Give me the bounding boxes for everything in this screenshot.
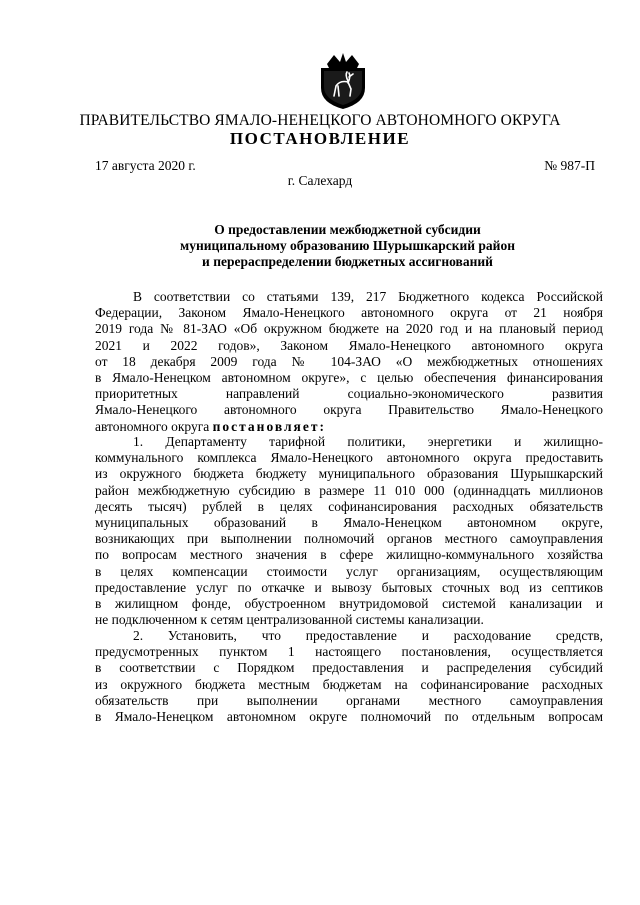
paragraph-1: [95, 434, 603, 628]
preamble: [95, 289, 603, 435]
document-date: 17 августа 2020 г.: [95, 158, 196, 173]
document-title: [95, 222, 600, 270]
text-line: Ямало-Ненецкого автономного округа Правительство Ямало-Ненецкого: [95, 402, 603, 418]
text-line: по вопросам местного значения в сфере жилищно-коммунального хозяйства: [95, 547, 603, 563]
text-line: из окружного бюджета местным бюджетам на софинансирование расходных: [95, 676, 603, 692]
text-line: в соответствии с Порядком предоставления и распределения субсидий: [95, 660, 603, 676]
text-line: в Ямало-Ненецком автономном округе полномочий по отдельным вопросам: [95, 708, 603, 724]
document-number: № 987-П: [544, 158, 595, 173]
text-line: 2019 года № 81-ЗАО «Об окружном бюджете на 2020 год и на плановый период: [95, 321, 603, 337]
text-line: [95, 419, 603, 435]
text-line: коммунального комплекса Ямало-Ненецкого автономного округа предоставить: [95, 450, 603, 466]
text-line: в Ямало-Ненецком автономном округе», с целью обеспечения финансирования: [95, 369, 603, 385]
text-line: предоставление услуг по откачке и вывозу бытовых сточных вод из септиков: [95, 579, 603, 595]
text-line: десять тысяч) рублей в целях софинансирования расходных обязательств: [95, 498, 603, 514]
text-line: не подключенном к сетям централизованной системы канализации.: [95, 612, 484, 628]
text-line: обязательств при выполнении органами местного самоуправления: [95, 692, 603, 708]
text-line: 1. Департаменту тарифной политики, энергетики и жилищно-: [133, 434, 603, 449]
text-line: от 18 декабря 2009 года № 104-ЗАО «О межбюджетных отношениях: [95, 353, 603, 369]
title-line: и перераспределении бюджетных ассигнований: [202, 254, 493, 269]
text-line: 2021 и 2022 годов», Законом Ямало-Ненецкого автономного округа: [95, 337, 603, 353]
document-city: г. Салехард: [287, 173, 353, 188]
government-name: ПРАВИТЕЛЬСТВО ЯМАЛО-НЕНЕЦКОГО АВТОНОМНОГО ОКРУГА: [79, 112, 561, 129]
text-line: муниципальных образований в Ямало-Ненецком автономном округе,: [95, 514, 603, 530]
text-line: в целях компенсации стоимости услуг организациям, осуществляющим: [95, 563, 603, 579]
text-line: район межбюджетную субсидию в размере 11 010 000 (одиннадцать миллионов: [95, 482, 603, 498]
title-line: муниципальному образованию Шурышкарский район: [180, 238, 515, 253]
title-line: О предоставлении межбюджетной субсидии: [214, 222, 481, 237]
text-fragment: автономного округа: [95, 418, 213, 434]
resolves-word: постановляет:: [212, 418, 326, 434]
text-line: приоритетных направлений социально-экономического развития: [95, 386, 603, 402]
text-line: 2. Установить, что предоставление и расходование средств,: [133, 628, 603, 643]
paragraph-2: [95, 628, 603, 725]
text-line: из окружного бюджета бюджету муниципального образования Шурышкарский: [95, 466, 603, 482]
text-line: в жилищном фонде, обустроенном внутридомовой системой канализации и: [95, 595, 603, 611]
text-line: возникающих при выполнении полномочий органов местного самоуправления: [95, 531, 603, 547]
text-line: предусмотренных пунктом 1 настоящего постановления, осуществляется: [95, 644, 603, 660]
document-type: ПОСТАНОВЛЕНИЕ: [229, 129, 411, 148]
text-line: В соответствии со статьями 139, 217 Бюджетного кодекса Российской: [133, 289, 603, 304]
text-line: Федерации, Законом Ямало-Ненецкого автономного округа от 21 ноября: [95, 305, 603, 321]
coat-of-arms-emblem: [318, 52, 368, 110]
